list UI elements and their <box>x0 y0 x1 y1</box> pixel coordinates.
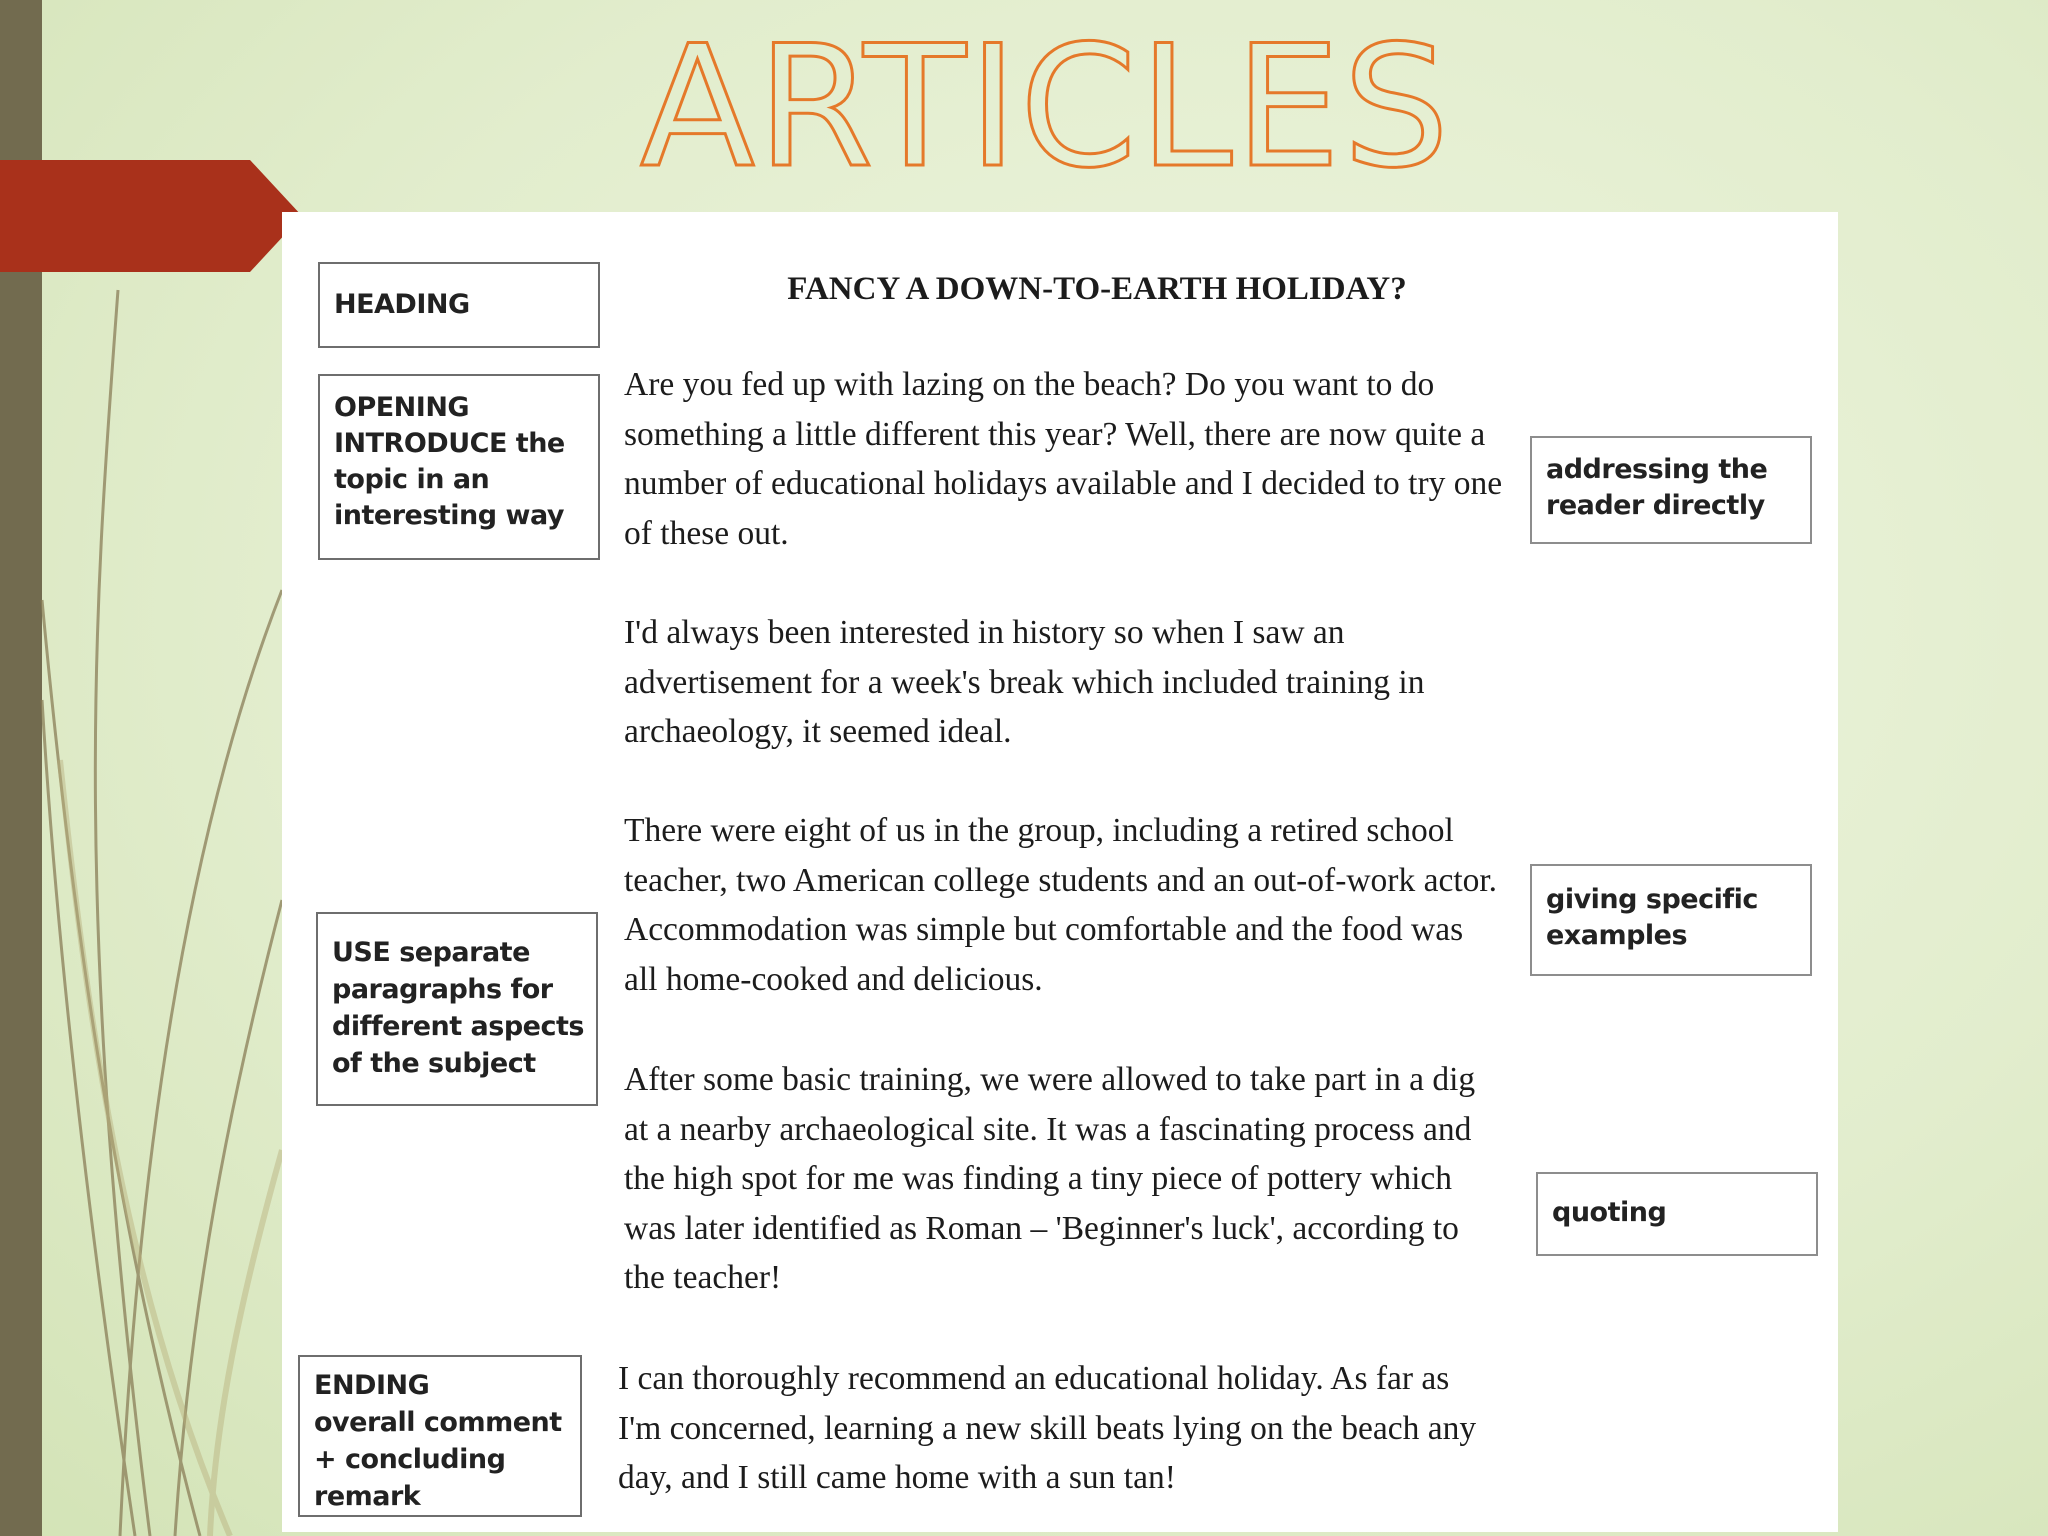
note-addressing-reader <box>1530 436 1812 544</box>
note-opening <box>318 374 600 560</box>
note-quoting <box>1536 1172 1818 1256</box>
article-paragraph-4: After some basic training, we were allowed to take part in a dig at a nearby archaeological site. It was a fascinating process and the high spot for me was finding a tiny piece of pottery which was later identified as Roman – 'Beginner's luck', according to the teacher! <box>624 1061 1476 1296</box>
article-paragraph-1: Are you fed up with lazing on the beach? Do you want to do something a little different this year? Well, there are now quite a number of educational holidays available and I decided to try one of these out. <box>624 366 1503 552</box>
note-addressing-reader-text: addressing the reader directly <box>1546 454 1768 521</box>
article-paragraph-2: I'd always been interested in history so when I saw an advertisement for a week's break which included training in archaeology, it seemed ideal. <box>624 614 1425 750</box>
article-paragraph-5: I can thoroughly recommend an educational holiday. As far as I'm concerned, learning a new skill beats lying on the beach any day, and I still came home with a sun tan! <box>618 1360 1477 1496</box>
note-specific-examples <box>1530 864 1812 976</box>
note-paragraphs <box>316 912 598 1106</box>
title-ribbon <box>0 160 302 272</box>
slide-title: ARTICLES <box>640 9 1452 205</box>
note-specific-examples-text: giving specific examples <box>1546 884 1758 951</box>
note-quoting-text: quoting <box>1552 1197 1667 1228</box>
note-heading-title: HEADING <box>334 289 470 320</box>
article-paragraph-3: There were eight of us in the group, including a retired school teacher, two American college students and an out-of-work actor. Accommodation was simple but comfortable and the food was all home-cooked and delicious. <box>624 812 1498 998</box>
note-ending <box>298 1355 582 1517</box>
note-opening-title: OPENING <box>334 392 470 423</box>
article-heading: FANCY A DOWN-TO-EARTH HOLIDAY? <box>787 271 1407 307</box>
note-ending-title: ENDING <box>314 1370 430 1401</box>
note-heading <box>318 262 600 348</box>
article-document <box>282 212 1838 1532</box>
note-ending-body: overall comment + concluding remark <box>314 1407 562 1512</box>
note-opening-body: INTRODUCE the topic in an interesting way <box>334 428 565 531</box>
note-paragraphs-body: USE separate paragraphs for different aspects of the subject <box>332 937 584 1079</box>
